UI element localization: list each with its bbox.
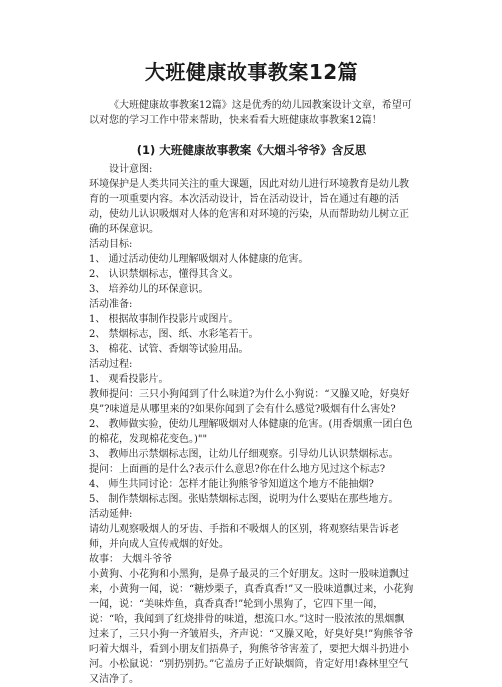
- process-heading: 活动过程:: [89, 359, 133, 370]
- list-item: 2、 教师做实验，使幼儿理解吸烟对人体健康的危害。(用香烟熏一团白色的棉花，发现棉花变色。)"": [89, 419, 413, 445]
- paragraph: 提问：上面画的是什么?表示什么意思?你在什么地方见过这个标志?: [89, 464, 386, 475]
- paragraph: 请幼儿观察吸烟人的牙齿、手指和不吸烟人的区别，将观察结果告诉老师，并向成人宣传戒烟的好处。: [89, 524, 399, 550]
- extension-heading: 活动延伸:: [89, 509, 133, 520]
- section-heading: (1) 大班健康故事教案《大烟斗爷爷》含反思: [136, 143, 367, 157]
- list-item: 3、 培养幼儿的环保意识。: [89, 284, 209, 295]
- list-item: 3、 教师出示禁烟标志图，让幼儿仔细观察。引导幼儿认识禁烟标志。: [89, 449, 399, 460]
- list-item: 1、 根据故事制作投影片或图片。: [89, 314, 239, 325]
- list-item: 4、 师生共同讨论：怎样才能让狗熊爷爷知道这个地方不能抽烟?: [89, 479, 374, 490]
- paragraph: 教师提问：三只小狗闻到了什么味道?为什么小狗说：“又臊又呛，好臭好臭”?味道是从哪里来的?如果你闻到了会有什么感觉?吸烟有什么害处?: [89, 389, 410, 415]
- design-intent-heading: 设计意图:: [109, 164, 153, 175]
- list-item: 3、 棉花、试管、香烟等试验用品。: [89, 344, 249, 355]
- paragraph: 环境保护是人类共同关注的重大课题，因此对幼儿进行环境教育是幼儿教育的一项重要内容。本次活动设计，旨在活动设计，旨在通过有趣的活动，使幼儿认识吸烟对人体的危害和对环境的污染，从而帮助幼儿树立正确的环保意识。: [89, 179, 409, 235]
- story-title: 故事： 大烟斗爷爷: [89, 554, 173, 565]
- preparation-heading: 活动准备:: [89, 299, 133, 310]
- document-title: 大班健康故事教案12篇: [144, 60, 359, 84]
- document-body: [89, 162, 414, 687]
- intro-paragraph: 《大班健康故事教案12篇》这是优秀的幼儿园教案设计文章，希望可以对您的学习工作中带来帮助，快来看看大班健康故事教案12篇！: [89, 100, 412, 126]
- list-item: 5、 制作禁烟标志图。张贴禁烟标志图，说明为什么要贴在那些地方。: [89, 494, 399, 505]
- list-item: 2、 禁烟标志，图、纸、水彩笔若干。: [89, 329, 259, 340]
- story-paragraph: 小黄狗、小花狗和小黑狗，是鼻子最灵的三个好朋友。这时一股味道飘过来，小黄狗一闻，说：“糖炒栗子，真香真香!”又一股味道飘过来，小花狗一闻，说：“美味炸鱼，真香真香!”轮到小黑狗了，它四下里一闻，说：“哈，我闻到了红烧排骨的味道，想流口水。”这时一股浓浓的黑烟飘过来了，三只小狗一齐皱眉头，齐声说：“又臊又呛，好臭好臭!”狗熊爷爷叼着大烟斗，看到小朋友们捂鼻子，狗熊爷爷害羞了，要把大烟斗扔进小河。小松鼠说：“别扔别扔。”它盖房子正好缺烟筒，肯定好用!森林里空气又洁净了。: [89, 569, 414, 685]
- goals-heading: 活动目标:: [89, 239, 133, 250]
- list-item: 2、 认识禁烟标志，懂得其含义。: [89, 269, 239, 280]
- list-item: 1、 通过活动使幼儿理解吸烟对人体健康的危害。: [89, 254, 309, 265]
- list-item: 1、 观看投影片。: [89, 374, 169, 385]
